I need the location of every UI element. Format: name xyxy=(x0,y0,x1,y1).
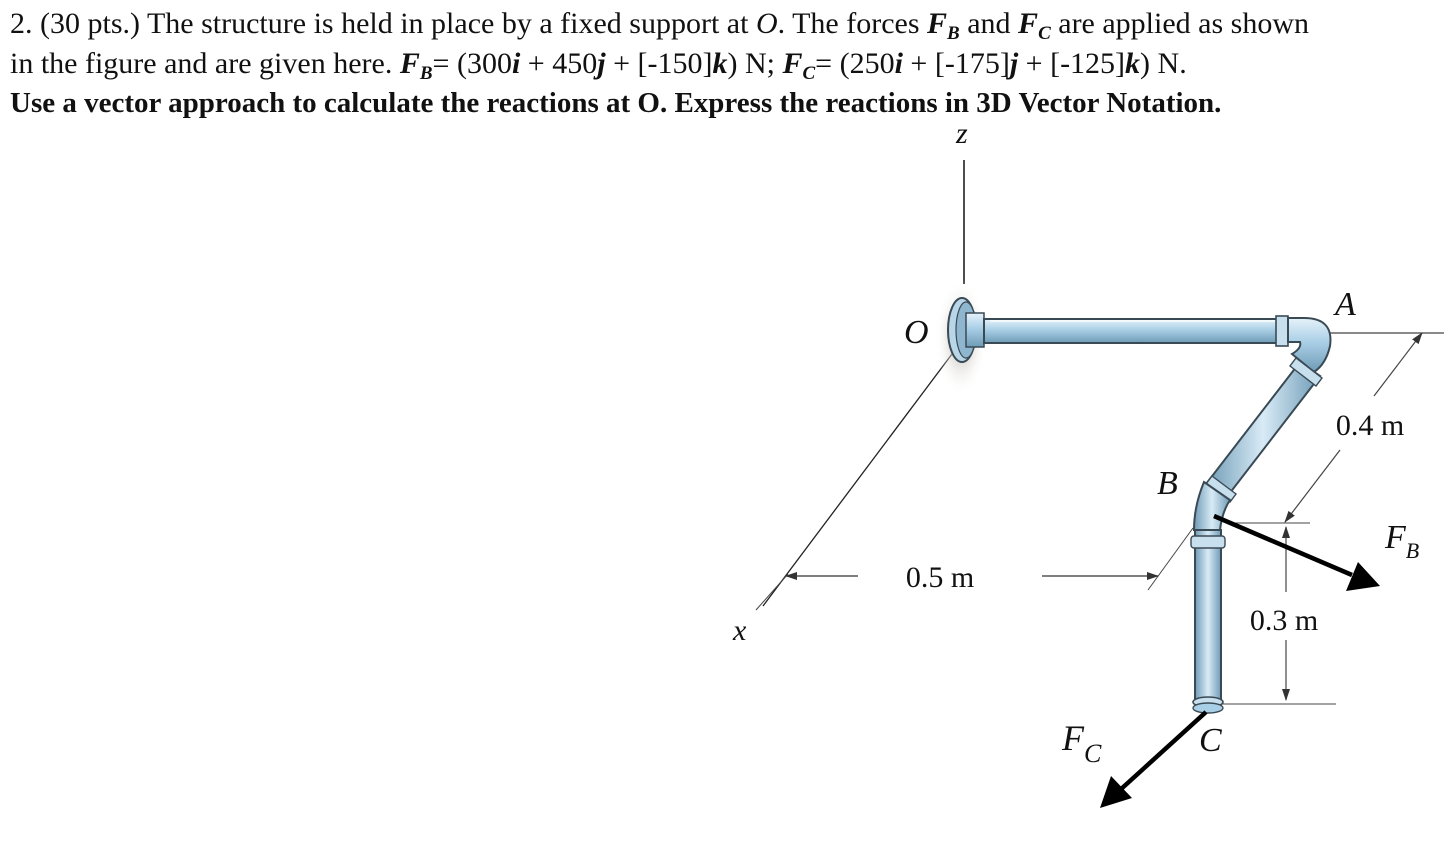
statement-text: . The forces xyxy=(777,7,920,40)
force-c-vector: $F_C= (250i + [-175]j + [-125]k)$ N. xyxy=(782,47,1187,84)
dim-05-extension-left xyxy=(756,574,788,610)
dim-05-extension-right xyxy=(1148,528,1193,590)
pipe-segment-ab xyxy=(1206,358,1322,502)
dim-05-label: 0.5 m xyxy=(905,561,975,594)
dim-04-arrow-up xyxy=(1374,333,1422,396)
point-a-label: A xyxy=(1335,286,1356,323)
statement-text: are applied as shown xyxy=(1058,7,1310,40)
statement-text: and xyxy=(967,7,1011,40)
force-c-label: $F_C$ xyxy=(1062,718,1102,768)
dim-03-label: 0.3 m xyxy=(1249,604,1319,637)
force-c-arrow xyxy=(1120,712,1206,790)
pipe-segment-oa xyxy=(984,316,1288,346)
point-o-label: O xyxy=(904,314,929,351)
statement-text: The structure is held in place by a fixed support at xyxy=(146,7,749,40)
problem-points: (30 pts.) xyxy=(40,7,140,40)
z-axis-label: z xyxy=(956,117,968,150)
x-axis-label: x xyxy=(733,614,747,647)
force-c-symbol: $F_C$ xyxy=(1018,7,1051,44)
point-b-label: B xyxy=(1157,465,1178,502)
dim-04-arrow-down xyxy=(1285,450,1340,522)
force-b-arrow xyxy=(1214,516,1352,575)
force-b-vector: $F_B= (300i + 450j + [-150]k)$ N; xyxy=(399,47,775,84)
force-b-symbol: $F_B$ xyxy=(927,7,960,44)
problem-instruction: Use a vector approach to calculate the reactions at O. Express the reactions in 3D Vector Notation. xyxy=(10,87,1222,119)
support-point-label: O xyxy=(755,7,778,40)
statement-text: in the figure and are given here. xyxy=(10,47,393,80)
force-b-label: $F_B$ xyxy=(1385,519,1420,563)
problem-number: 2. xyxy=(10,7,33,40)
point-c-label: C xyxy=(1199,722,1222,759)
pipe-segment-bc xyxy=(1191,530,1225,713)
dim-04-label: 0.4 m xyxy=(1335,409,1405,442)
